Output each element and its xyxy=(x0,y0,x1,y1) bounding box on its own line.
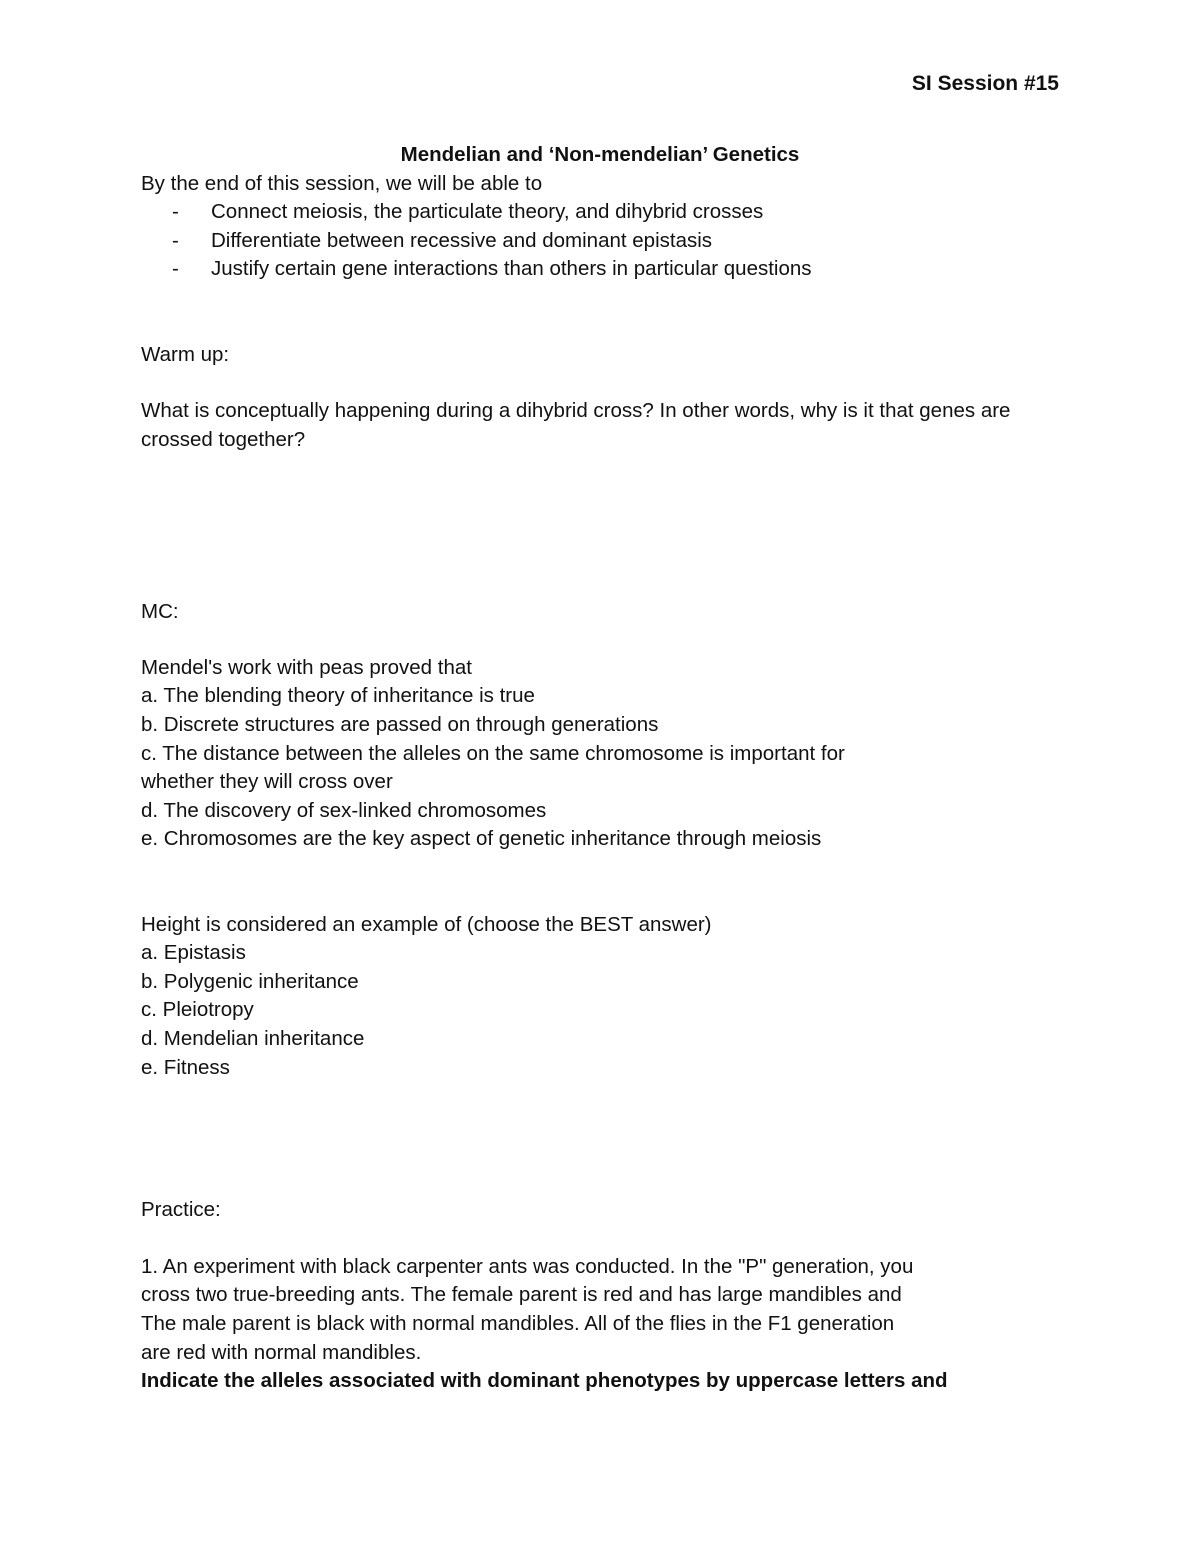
objective-item: Connect meiosis, the particulate theory, and dihybrid crosses xyxy=(211,200,764,223)
practice-text: cross two true-breeding ants. The female parent is red and has large mandibles and xyxy=(141,1283,902,1306)
practice-text: are red with normal mandibles. xyxy=(141,1341,422,1364)
intro-text: By the end of this session, we will be able to xyxy=(141,172,543,195)
session-label: SI Session #15 xyxy=(911,72,1059,95)
warmup-question: crossed together? xyxy=(141,428,306,451)
bullet-dash: - xyxy=(172,229,179,252)
page-title: Mendelian and ‘Non-mendelian’ Genetics xyxy=(400,143,800,166)
practice-heading: Practice: xyxy=(141,1198,221,1221)
answer-option: c. The distance between the alleles on the same chromosome is important for xyxy=(141,742,845,765)
mc-heading: MC: xyxy=(141,600,179,623)
answer-option: a. Epistasis xyxy=(141,941,246,964)
practice-text: 1. An experiment with black carpenter ants was conducted. In the "P" generation, you xyxy=(141,1255,914,1278)
answer-option: d. The discovery of sex-linked chromosomes xyxy=(141,799,547,822)
answer-option: c. Pleiotropy xyxy=(141,998,254,1021)
practice-instruction: Indicate the alleles associated with dominant phenotypes by uppercase letters and xyxy=(141,1369,948,1392)
warmup-question: What is conceptually happening during a dihybrid cross? In other words, why is it that genes are xyxy=(141,399,1011,422)
answer-option: e. Fitness xyxy=(141,1056,230,1079)
question-stem: Mendel's work with peas proved that xyxy=(141,656,472,679)
bullet-dash: - xyxy=(172,200,179,223)
warmup-heading: Warm up: xyxy=(141,343,230,366)
objective-item: Justify certain gene interactions than others in particular questions xyxy=(211,257,812,280)
answer-option-continuation: whether they will cross over xyxy=(141,770,393,793)
answer-option: b. Polygenic inheritance xyxy=(141,970,359,993)
answer-option: b. Discrete structures are passed on through generations xyxy=(141,713,659,736)
bullet-dash: - xyxy=(172,257,179,280)
answer-option: e. Chromosomes are the key aspect of genetic inheritance through meiosis xyxy=(141,827,822,850)
question-stem: Height is considered an example of (choose the BEST answer) xyxy=(141,913,712,936)
objective-item: Differentiate between recessive and dominant epistasis xyxy=(211,229,713,252)
answer-option: d. Mendelian inheritance xyxy=(141,1027,365,1050)
practice-text: The male parent is black with normal mandibles. All of the flies in the F1 generation xyxy=(141,1312,895,1335)
answer-option: a. The blending theory of inheritance is true xyxy=(141,684,535,707)
